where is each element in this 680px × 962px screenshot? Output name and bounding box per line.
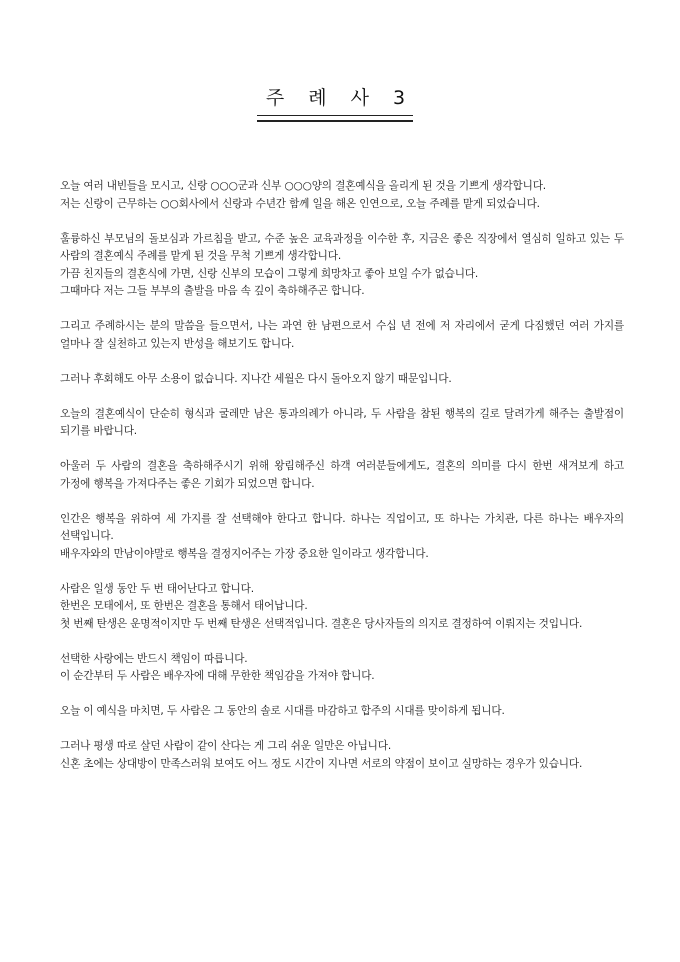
paragraph <box>60 703 624 721</box>
text-line: 오늘의 결혼예식이 단순히 형식과 굴레만 남은 통과의례가 아니라, 두 사람을 참된 행복의 길로 달려가게 해주는 출발점이 되기를 바랍니다. <box>60 407 624 437</box>
text-line: 인간은 행복을 위하여 세 가지를 잘 선택해야 한다고 합니다. 하나는 직업이고, 또 하나는 가치관, 다른 하나는 배우자의 선택입니다. <box>60 512 624 542</box>
paragraph <box>60 318 624 353</box>
text-line: 그러나 후회해도 아무 소용이 없습니다. 지나간 세월은 다시 돌아오지 않기 때문입니다. <box>60 372 452 385</box>
paragraph <box>60 651 624 686</box>
text-line: 그러나 평생 따로 살던 사람이 같이 산다는 게 그리 쉬운 일만은 아닙니다. <box>60 740 392 752</box>
title-underline-thin <box>257 115 413 116</box>
text-line: 선택한 사랑에는 반드시 책임이 따릅니다. <box>60 652 248 665</box>
paragraph <box>60 231 624 301</box>
document-title: 주 례 사 3 <box>265 87 415 109</box>
text-line: 오늘 이 예식을 마치면, 두 사람은 그 동안의 솔로 시대를 마감하고 합주의 시대를 맞이하게 됩니다. <box>60 705 505 717</box>
paragraph <box>60 581 624 634</box>
document-body <box>60 178 624 791</box>
paragraph <box>60 511 624 564</box>
text-line: 사람은 일생 동안 두 번 태어난다고 합니다. <box>60 582 254 595</box>
paragraph <box>60 178 624 213</box>
text-line: 신혼 초에는 상대방이 만족스러워 보여도 어느 정도 시간이 지나면 서로의 약점이 보이고 실망하는 경우가 있습니다. <box>60 757 583 770</box>
text-line: 그리고 주례하시는 분의 말씀을 들으면서, 나는 과연 한 남편으로서 수십 년 전에 저 자리에서 굳게 다짐했던 여러 가지를 얼마나 잘 실천하고 있는지 반성을 해보기도 합니다. <box>60 320 624 350</box>
text-line: 훌륭하신 부모님의 돌보심과 가르침을 받고, 수준 높은 교육과정을 이수한 후, 지금은 좋은 직장에서 열심히 일하고 있는 두 사람의 결혼예식 주례를 맡게 된 것을 무척 기쁘게 생각합니다. <box>60 232 624 262</box>
paragraph <box>60 738 624 773</box>
text-line: 첫 번째 탄생은 운명적이지만 두 번째 탄생은 선택적입니다. 결혼은 당사자들의 의지로 결정하여 이뤄지는 것입니다. <box>60 617 583 630</box>
paragraph <box>60 371 624 389</box>
paragraph <box>60 458 624 493</box>
text-line: 배우자와의 만남이야말로 행복을 결정지어주는 가장 중요한 일이라고 생각합니다. <box>60 547 429 560</box>
text-line: 오늘 여러 내빈들을 모시고, 신랑 ○○○군과 신부 ○○○양의 결혼예식을 올리게 된 것을 기쁘게 생각합니다. <box>60 180 546 192</box>
text-line: 저는 신랑이 근무하는 ○○회사에서 신랑과 수년간 함께 일을 해온 인연으로, 오늘 주례를 맡게 되었습니다. <box>60 197 540 210</box>
text-line: 그때마다 저는 그들 부부의 출발을 마음 속 깊이 축하해주곤 합니다. <box>60 285 365 297</box>
paragraph <box>60 406 624 441</box>
text-line: 가끔 친지들의 결혼식에 가면, 신랑 신부의 모습이 그렇게 희망차고 좋아 보일 수가 없습니다. <box>60 267 479 280</box>
text-line: 한번은 모태에서, 또 한번은 결혼을 통해서 태어납니다. <box>60 600 308 612</box>
title-underline-thick <box>257 120 413 122</box>
text-line: 이 순간부터 두 사람은 배우자에 대해 무한한 책임감을 가져야 합니다. <box>60 670 375 682</box>
text-line: 아울러 두 사람의 결혼을 축하해주시기 위해 왕림해주신 하객 여러분들에게도, 결혼의 의미를 다시 한번 새겨보게 하고 가정에 행복을 가져다주는 좋은 기회가 되었으면 합니다. <box>60 460 624 490</box>
